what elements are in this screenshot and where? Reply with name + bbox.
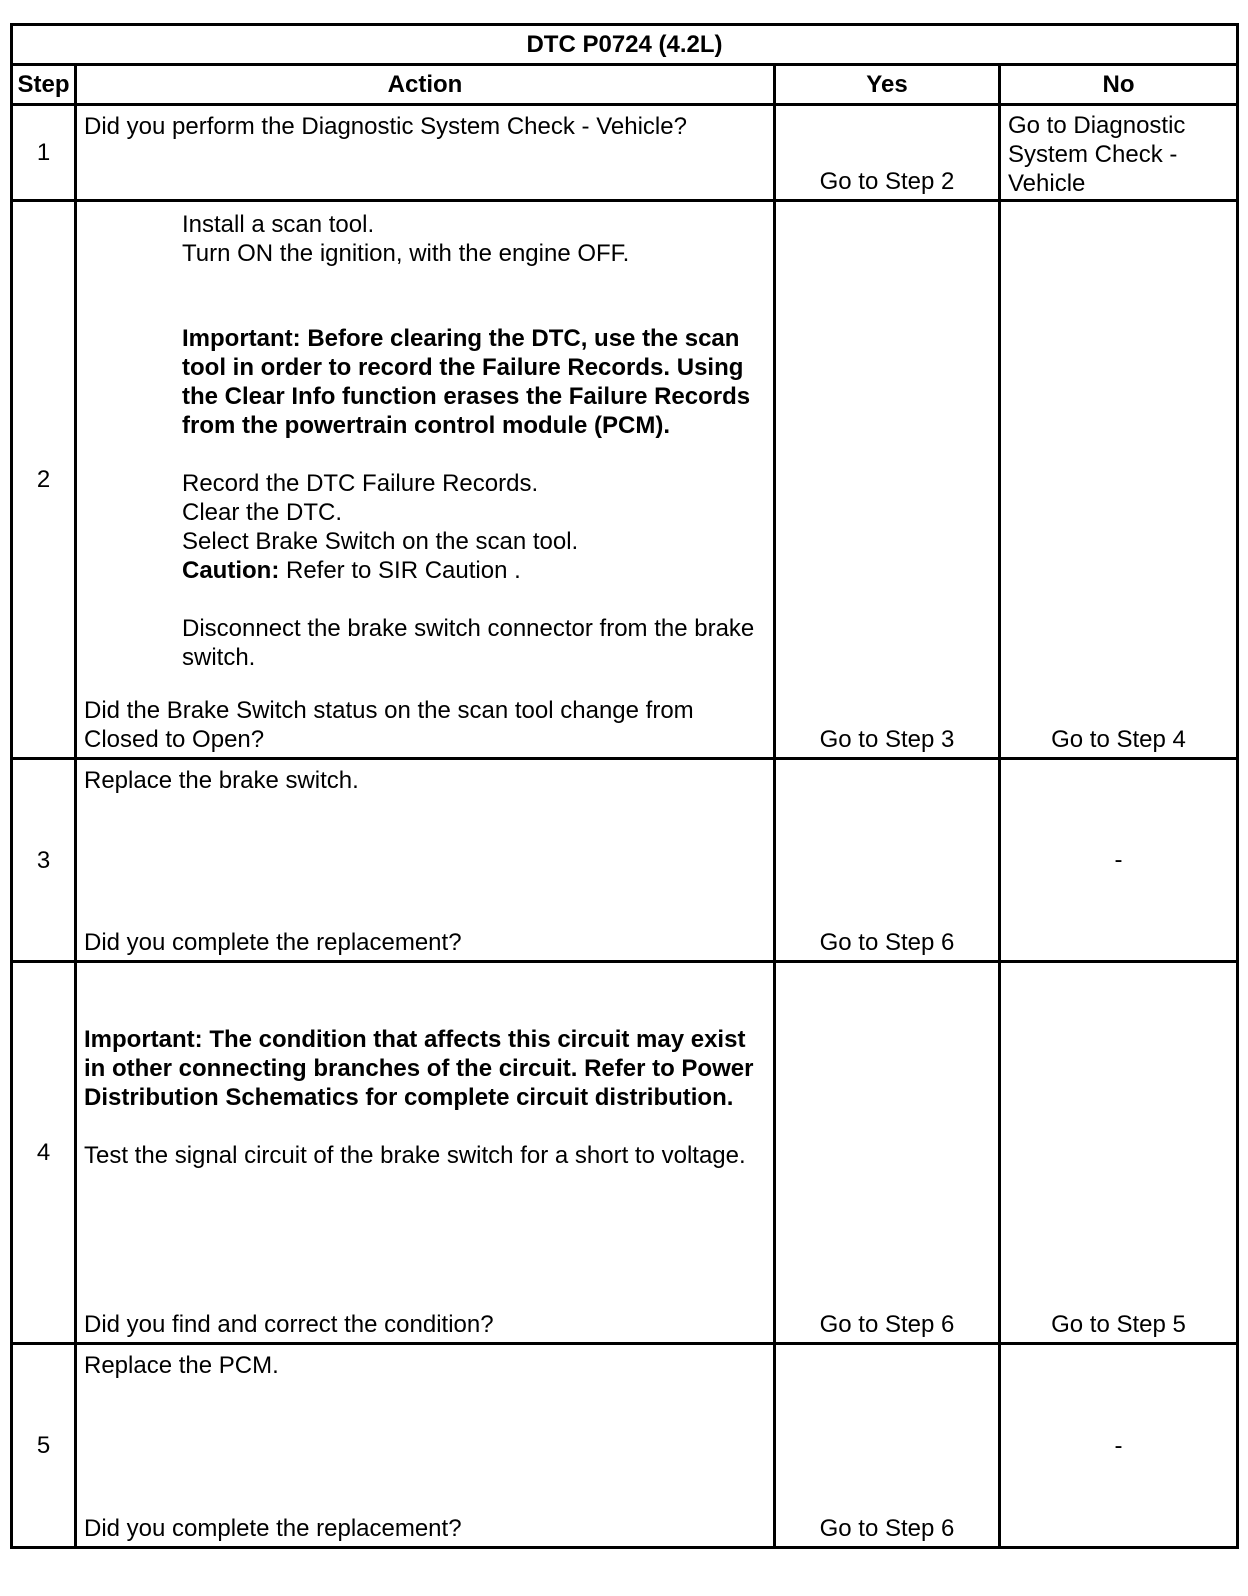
action-cell xyxy=(76,1344,775,1548)
no-result: - xyxy=(1114,846,1123,874)
no-result: Go to Diagnostic System Check - Vehicle xyxy=(1008,112,1186,197)
question-text: Did the Brake Switch status on the scan tool change from Closed to Open? xyxy=(84,697,694,753)
header-action: Action xyxy=(76,65,775,105)
diagnostic-table xyxy=(10,23,1239,1549)
action-line: Replace the PCM. xyxy=(84,1352,279,1379)
yes-result: Go to Step 6 xyxy=(819,1311,955,1338)
important-note: Important: The condition that affects this circuit may exist in other connecting branches of the circuit. Refer to Power Distribution Schematics for complete circuit distribution. xyxy=(84,1026,754,1111)
question-text: Did you perform the Diagnostic System Check - Vehicle? xyxy=(84,113,687,140)
caution-text: Refer to SIR Caution . xyxy=(279,557,521,584)
question-text: Did you find and correct the condition? xyxy=(84,1311,494,1338)
step-number: 4 xyxy=(12,962,76,1344)
yes-result: Go to Step 6 xyxy=(819,929,955,956)
no-cell xyxy=(1000,1344,1238,1548)
step-number: 3 xyxy=(12,759,76,962)
table-row xyxy=(12,759,1238,962)
caution-line xyxy=(84,556,765,585)
action-line: Select Brake Switch on the scan tool. xyxy=(182,528,579,555)
no-result: Go to Step 5 xyxy=(1051,1311,1186,1338)
header-no: No xyxy=(1000,65,1238,105)
yes-cell xyxy=(775,759,1000,962)
caution-label: Caution: xyxy=(182,557,280,584)
no-cell xyxy=(1000,759,1238,962)
no-result: Go to Step 4 xyxy=(1051,726,1186,753)
no-cell xyxy=(1000,105,1238,201)
action-cell xyxy=(76,201,775,759)
step-number: 2 xyxy=(12,201,76,759)
action-line: Disconnect the brake switch connector from the brake switch. xyxy=(182,615,755,671)
no-cell xyxy=(1000,962,1238,1344)
question-text: Did you complete the replacement? xyxy=(84,929,462,956)
step-number: 1 xyxy=(12,105,76,201)
table-row xyxy=(12,962,1238,1344)
yes-cell xyxy=(775,201,1000,759)
header-yes: Yes xyxy=(775,65,1000,105)
yes-cell xyxy=(775,105,1000,201)
action-line: Record the DTC Failure Records. xyxy=(182,470,539,497)
action-cell xyxy=(76,105,775,201)
yes-cell xyxy=(775,1344,1000,1548)
table-row xyxy=(12,1344,1238,1548)
action-line: Install a scan tool. xyxy=(182,211,375,238)
yes-cell xyxy=(775,962,1000,1344)
step-number: 5 xyxy=(12,1344,76,1548)
table-row xyxy=(12,105,1238,201)
table-row xyxy=(12,201,1238,759)
question-text: Did you complete the replacement? xyxy=(84,1515,462,1542)
action-line: Test the signal circuit of the brake switch for a short to voltage. xyxy=(84,1142,746,1169)
no-result: - xyxy=(1114,1432,1123,1459)
action-line: Clear the DTC. xyxy=(182,499,343,526)
action-cell xyxy=(76,759,775,962)
yes-result: Go to Step 2 xyxy=(819,168,955,195)
action-line: Replace the brake switch. xyxy=(84,767,359,794)
yes-result: Go to Step 6 xyxy=(819,1515,955,1542)
action-line: Turn ON the ignition, with the engine OFF. xyxy=(182,240,630,267)
header-step: Step xyxy=(12,65,76,105)
table-title: DTC P0724 (4.2L) xyxy=(12,25,1238,65)
yes-result: Go to Step 3 xyxy=(819,726,955,753)
action-cell xyxy=(76,962,775,1344)
no-cell xyxy=(1000,201,1238,759)
important-note: Important: Before clearing the DTC, use the scan tool in order to record the Failure Records. Using the Clear Info function erases the Failure Records from the powertrain control module (PCM). xyxy=(182,325,751,439)
